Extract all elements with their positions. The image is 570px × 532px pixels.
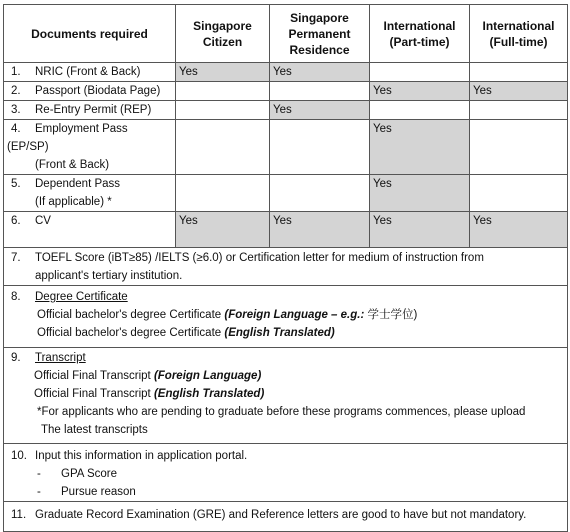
table-row xyxy=(4,348,568,444)
degree-certificate-title: Degree Certificate xyxy=(35,291,128,303)
row-label: 5. Dependent Pass (If applicable) * xyxy=(4,175,176,212)
row-label: 1. NRIC (Front & Back) xyxy=(4,63,176,82)
cell-full-time xyxy=(470,63,568,82)
table-row xyxy=(4,175,568,212)
header-row xyxy=(4,5,568,63)
cell-citizen xyxy=(176,175,270,212)
header-international-part-time: International (Part-time) xyxy=(370,5,470,63)
table-row xyxy=(4,120,568,175)
table-row xyxy=(4,248,568,286)
table-row xyxy=(4,286,568,348)
cell-full-time: Yes xyxy=(470,212,568,248)
full-row-toefl: 7. TOEFL Score (iBT≥85) /IELTS (≥6.0) or Certification letter for medium of instruction from applicant's tertiary institution. xyxy=(4,248,568,286)
cell-pr: Yes xyxy=(270,101,370,120)
cell-citizen: Yes xyxy=(176,212,270,248)
row-label: 3. Re-Entry Permit (REP) xyxy=(4,101,176,120)
table-row xyxy=(4,63,568,82)
cell-pr xyxy=(270,175,370,212)
cell-citizen xyxy=(176,82,270,101)
row-label: 4. Employment Pass (EP/SP) (Front & Back) xyxy=(4,120,176,175)
cell-citizen xyxy=(176,120,270,175)
full-row-degree: 8. Degree Certificate Official bachelor's degree Certificate (Foreign Language – e.g.: 学士学位) Official bachelor's degree Certificate (English Translated) xyxy=(4,286,568,348)
cell-full-time xyxy=(470,120,568,175)
cell-part-time: Yes xyxy=(370,120,470,175)
row-label: 6. CV xyxy=(4,212,176,248)
full-row-transcript: 9. Transcript Official Final Transcript (Foreign Language) Official Final Transcript (English Translated) *For applicants who are pending to graduate before these programs commences, please upload The latest transcripts xyxy=(4,348,568,444)
cell-part-time: Yes xyxy=(370,212,470,248)
cell-pr: Yes xyxy=(270,63,370,82)
header-singapore-citizen: Singapore Citizen xyxy=(176,5,270,63)
table-row xyxy=(4,212,568,248)
cell-citizen xyxy=(176,101,270,120)
cell-pr xyxy=(270,82,370,101)
header-singapore-pr: Singapore Permanent Residence xyxy=(270,5,370,63)
header-international-full-time: International (Full-time) xyxy=(470,5,568,63)
full-row-gre: 11. Graduate Record Examination (GRE) and Reference letters are good to have but not mandatory. xyxy=(4,502,568,532)
table-row xyxy=(4,82,568,101)
cell-pr xyxy=(270,120,370,175)
table-row xyxy=(4,444,568,502)
cell-full-time: Yes xyxy=(470,82,568,101)
table-row xyxy=(4,502,568,532)
documents-table xyxy=(3,4,568,532)
cell-part-time xyxy=(370,101,470,120)
transcript-title: Transcript xyxy=(35,352,86,364)
cell-citizen: Yes xyxy=(176,63,270,82)
table-row xyxy=(4,101,568,120)
header-documents: Documents required xyxy=(4,5,176,63)
row-label: 2. Passport (Biodata Page) xyxy=(4,82,176,101)
cell-full-time xyxy=(470,101,568,120)
cell-part-time: Yes xyxy=(370,82,470,101)
cell-part-time xyxy=(370,63,470,82)
full-row-application-portal: 10. Input this information in application portal. - GPA Score - Pursue reason xyxy=(4,444,568,502)
cell-part-time: Yes xyxy=(370,175,470,212)
cell-full-time xyxy=(470,175,568,212)
cell-pr: Yes xyxy=(270,212,370,248)
